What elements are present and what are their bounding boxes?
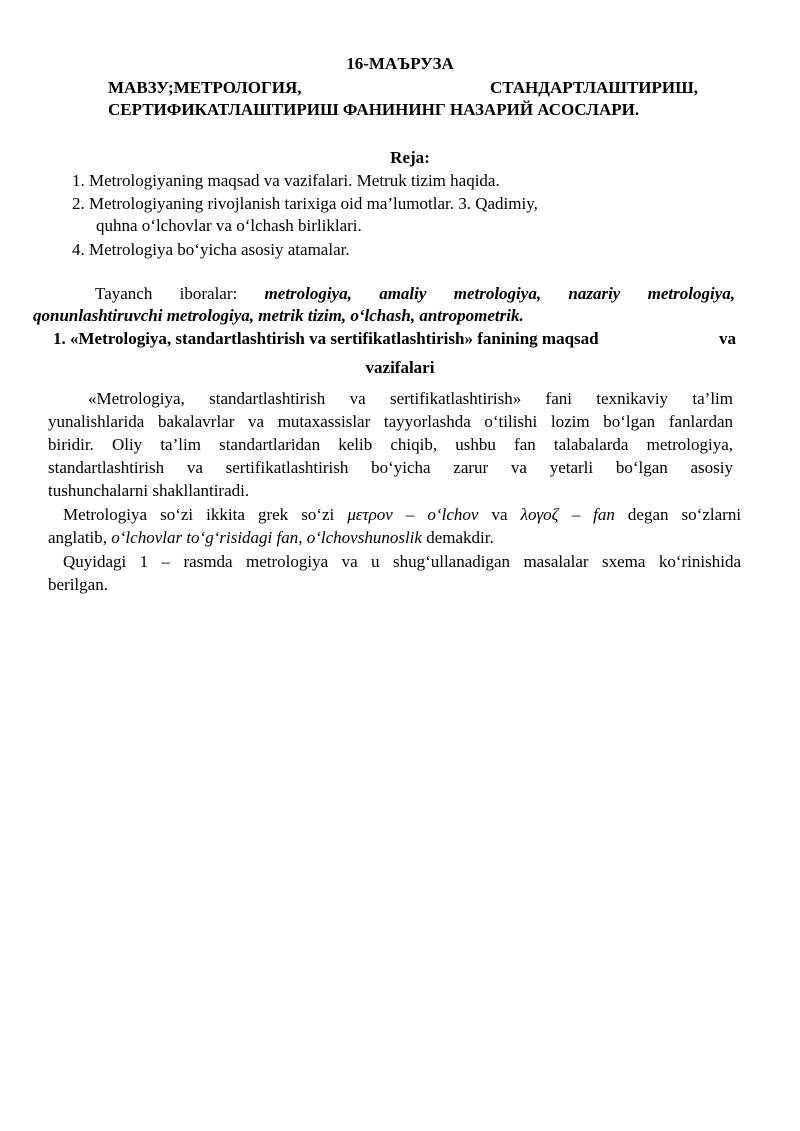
keywords-line2: qonunlashtiruvchi metrologiya, metrik tizim, o‘lchash, antropometrik. xyxy=(33,306,524,325)
plan-item-2-cont: quhna o‘lchovlar va o‘lchash birliklari. xyxy=(96,216,362,235)
para2-text-a: Metrologiya so‘zi ikkita grek so‘zi xyxy=(63,505,335,524)
para2-greek-2: λογοζ – fan xyxy=(520,505,615,524)
lecture-number: 16-МАЪРУЗА xyxy=(346,54,454,73)
plan-item-4: 4. Metrologiya bo‘yicha asosiy atamalar. xyxy=(72,240,350,259)
para1-line5: tushunchalarni shakllantiradi. xyxy=(48,481,250,500)
plan-title: Reja: xyxy=(390,148,430,167)
para2-greek-1: μετρον – o‘lchov xyxy=(347,505,479,524)
para2-text-e: demakdir. xyxy=(426,528,494,547)
para2-text-c: degan so‘zlarni xyxy=(627,505,742,524)
para3-line2: berilgan. xyxy=(48,575,108,594)
para2-line2 xyxy=(48,526,494,550)
keywords-line1 xyxy=(95,282,735,306)
plan-item-1: 1. Metrologiyaning maqsad va vazifalari. Metruk tizim haqida. xyxy=(72,171,500,190)
keywords-terms-1: metrologiya, amaliy metrologiya, nazariy metrologiya, xyxy=(264,284,736,303)
section1-heading-right: va xyxy=(719,329,736,348)
para1-line1: «Metrologiya, standartlashtirish va sertifikatlashtirish» fani texnikaviy ta’lim xyxy=(88,389,733,408)
para1-line3: biridir. Oliy ta’lim standartlaridan kelib chiqib, ushbu fan talabalarda metrologiya, xyxy=(48,435,733,454)
topic-line1-right: СТАНДАРТЛАШТИРИШ, xyxy=(490,78,699,97)
para2-line1 xyxy=(63,503,741,527)
para1-line2: yunalishlarida bakalavrlar va mutaxassislar tayyorlashda o‘tilishi lozim bo‘lgan fanlardan xyxy=(48,412,733,431)
section1-heading-line2: vazifalari xyxy=(365,358,435,377)
para2-text-d: anglatib, xyxy=(48,528,108,547)
keywords-label: Tayanch iboralar: xyxy=(95,284,238,303)
topic-line2: СЕРТИФИКАТЛАШТИРИШ ФАНИНИНГ НАЗАРИЙ АСОСЛАРИ. xyxy=(108,100,640,119)
para3-line1: Quyidagi 1 – rasmda metrologiya va u shug‘ullanadigan masalalar sxema ko‘rinishida xyxy=(63,552,741,571)
para2-italic-definition: o‘lchovlar to‘g‘risidagi fan, o‘lchovshunoslik xyxy=(111,528,422,547)
topic-line1-left: МАВЗУ;МЕТРОЛОГИЯ, xyxy=(108,78,302,97)
plan-item-2: 2. Metrologiyaning rivojlanish tarixiga oid ma’lumotlar. 3. Qadimiy, xyxy=(72,194,538,213)
section1-heading-left: 1. «Metrologiya, standartlashtirish va sertifikatlashtirish» fanining maqsad xyxy=(53,329,599,348)
para1-line4: standartlashtirish va sertifikatlashtirish bo‘yicha zarur va yetarli bo‘lgan asosiy xyxy=(48,458,733,477)
para2-text-b: va xyxy=(491,505,508,524)
